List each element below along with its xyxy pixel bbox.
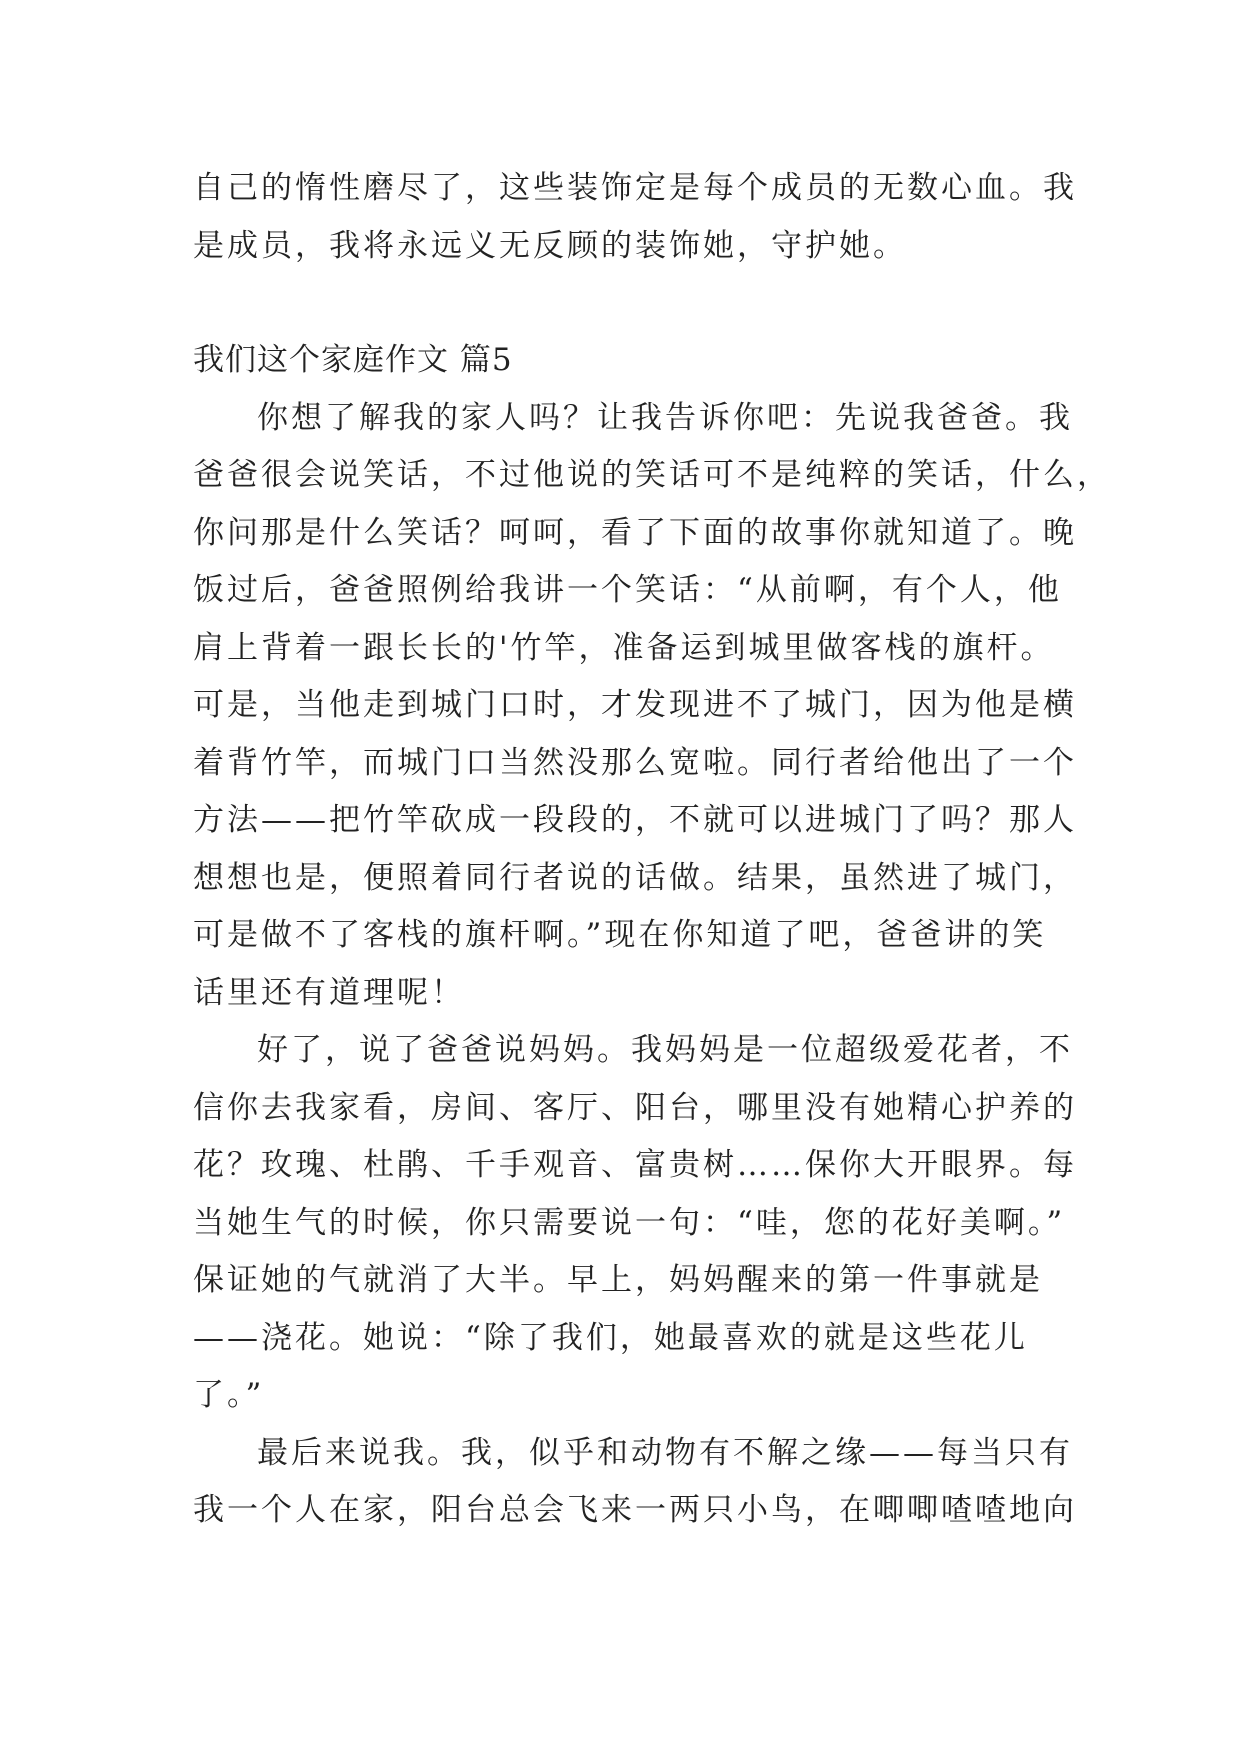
text-line: 可是，当他走到城门口时，才发现进不了城门，因为他是横: [193, 687, 1077, 723]
document-body: [193, 160, 1111, 1540]
text-line: 好了，说了爸爸说妈妈。我妈妈是一位超级爱花者，不: [257, 1032, 1073, 1068]
text-line: 了。”: [193, 1377, 265, 1413]
section-title: 我们这个家庭作文 篇5: [193, 342, 513, 378]
text-line: 想想也是，便照着同行者说的话做。结果，虽然进了城门，: [193, 859, 1077, 896]
text-line: 你想了解我的家人吗？让我告诉你吧：先说我爸爸。我: [257, 399, 1073, 436]
text-line: 我一个人在家，阳台总会飞来一两只小鸟，在唧唧喳喳地向: [193, 1492, 1077, 1528]
paragraph-father: [193, 390, 1111, 1023]
text-line: ——浇花。她说：“除了我们，她最喜欢的就是这些花儿: [193, 1319, 1028, 1356]
text-line: 爸爸很会说笑话，不过他说的笑话可不是纯粹的笑话，什么，: [193, 457, 1111, 493]
text-line: 着背竹竿，而城门口当然没那么宽啦。同行者给他出了一个: [193, 744, 1077, 781]
text-line: 自己的惰性磨尽了，这些装饰定是每个成员的无数心血。我: [193, 170, 1077, 206]
text-line: 最后来说我。我，似乎和动物有不解之缘——每当只有: [257, 1434, 1073, 1471]
text-line: 信你去我家看，房间、客厅、阳台，哪里没有她精心护养的: [193, 1089, 1077, 1126]
paragraph-mother: [193, 1022, 1077, 1425]
text-line: 当她生气的时候，你只需要说一句：“哇，您的花好美啊。”: [193, 1204, 1066, 1241]
text-line: 肩上背着一跟长长的'竹竿，准备运到城里做客栈的旗杆。: [193, 629, 1055, 666]
text-line: 饭过后，爸爸照例给我讲一个笑话：“从前啊，有个人，他: [193, 572, 1062, 608]
text-line: 花？玫瑰、杜鹃、千手观音、富贵树……保你大开眼界。每: [193, 1147, 1077, 1183]
text-line: 保证她的气就消了大半。早上，妈妈醒来的第一件事就是: [193, 1262, 1043, 1298]
text-line: 是成员，我将永远义无反顾的装饰她，守护她。: [193, 227, 907, 264]
text-line: 话里还有道理呢！: [193, 974, 465, 1011]
paragraph-me: [193, 1425, 1077, 1540]
text-line: 可是做不了客栈的旗杆啊。”现在你知道了吧，爸爸讲的笑: [193, 917, 1047, 953]
previous-paragraph: [193, 160, 1077, 275]
text-line: 方法——把竹竿砍成一段段的，不就可以进城门了吗？那人: [193, 802, 1077, 838]
text-line: 你问那是什么笑话？呵呵，看了下面的故事你就知道了。晚: [193, 514, 1077, 551]
